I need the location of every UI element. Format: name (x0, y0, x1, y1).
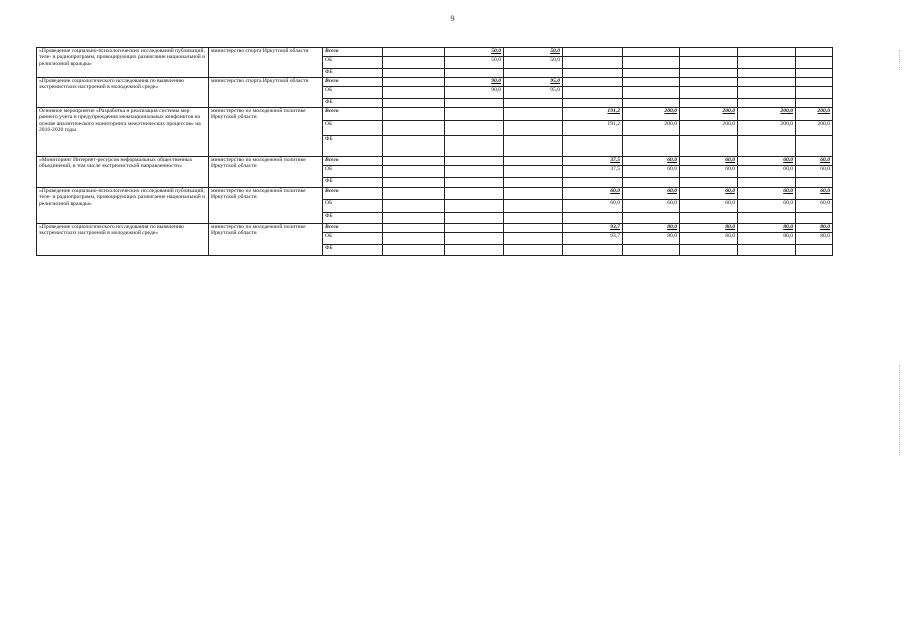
amount-cell (623, 178, 680, 188)
amount-cell: 200,0 (738, 108, 796, 121)
amount-cell (383, 99, 445, 108)
amount-cell: 200,0 (680, 108, 738, 121)
amount-cell (738, 245, 796, 256)
amount-cell (563, 57, 623, 69)
amount-cell (738, 87, 796, 99)
amount-cell (504, 69, 563, 78)
amount-cell (680, 136, 738, 157)
budget-table (36, 47, 833, 256)
amount-cell: 95,0 (504, 78, 563, 87)
amount-cell (623, 57, 680, 69)
table-row (37, 188, 833, 200)
amount-cell (796, 78, 833, 87)
funding-source-cell: ОБ (323, 200, 383, 213)
amount-cell (563, 87, 623, 99)
activity-name-cell: «Проведение социально-психологических исследований публикаций, теле- и радиопрограмм, провоцирующих разжигание национальной и религиозной вражды» (37, 48, 209, 78)
amount-cell (738, 136, 796, 157)
amount-cell: 60,0 (680, 200, 738, 213)
amount-cell (680, 48, 738, 57)
amount-cell (445, 136, 504, 157)
amount-cell (796, 213, 833, 224)
amount-cell (445, 69, 504, 78)
amount-cell (738, 57, 796, 69)
amount-cell (504, 121, 563, 136)
amount-cell: 93,7 (563, 233, 623, 245)
table-row (37, 157, 833, 166)
amount-cell: 60,0 (738, 200, 796, 213)
amount-cell (796, 245, 833, 256)
amount-cell: 50,0 (445, 48, 504, 57)
amount-cell (738, 178, 796, 188)
amount-cell (563, 48, 623, 57)
executor-cell: министерство по молодежной политике Иркутской области (209, 157, 323, 188)
amount-cell (623, 78, 680, 87)
amount-cell: 80,0 (680, 233, 738, 245)
amount-cell (383, 233, 445, 245)
amount-cell (445, 188, 504, 200)
amount-cell: 60,0 (680, 166, 738, 178)
amount-cell (796, 136, 833, 157)
page-edge-mark (899, 365, 901, 455)
amount-cell: 50,0 (504, 48, 563, 57)
page-edge-mark (899, 50, 901, 70)
amount-cell: 60,0 (796, 157, 833, 166)
activity-name-cell: «Проведение социологического исследования по выявлению экстремистских настроений в молодежной среде» (37, 78, 209, 108)
amount-cell: 50,0 (445, 57, 504, 69)
page-number: 9 (450, 14, 455, 23)
amount-cell (383, 245, 445, 256)
amount-cell: 37,5 (563, 157, 623, 166)
funding-source-cell: ФБ (323, 136, 383, 157)
activity-name-cell: «Проведение социально-психологических исследований публикаций, теле- и радиопрограмм, провоцирующих разжигание национальной и религиозной вражды» (37, 188, 209, 224)
amount-cell (504, 245, 563, 256)
amount-cell (623, 69, 680, 78)
amount-cell (796, 99, 833, 108)
funding-source-cell: Всего (323, 188, 383, 200)
amount-cell (445, 121, 504, 136)
amount-cell (383, 69, 445, 78)
table-row (37, 78, 833, 87)
amount-cell: 80,0 (738, 224, 796, 233)
amount-cell: 200,0 (738, 121, 796, 136)
funding-source-cell: ОБ (323, 121, 383, 136)
amount-cell (504, 99, 563, 108)
amount-cell (504, 224, 563, 233)
amount-cell (796, 69, 833, 78)
amount-cell: 80,0 (796, 233, 833, 245)
amount-cell (563, 78, 623, 87)
amount-cell (680, 57, 738, 69)
amount-cell (383, 188, 445, 200)
amount-cell: 80,0 (738, 233, 796, 245)
amount-cell: 80,0 (623, 233, 680, 245)
amount-cell (383, 108, 445, 121)
funding-source-cell: Всего (323, 224, 383, 233)
amount-cell (383, 166, 445, 178)
activity-name-cell: «Мониторинг Интернет-ресурсов неформальных общественных объединений, в том числе экстремистской направленности» (37, 157, 209, 188)
amount-cell (445, 99, 504, 108)
amount-cell: 60,0 (623, 166, 680, 178)
funding-source-cell: ОБ (323, 233, 383, 245)
executor-cell: министерство по молодежной политике Иркутской области (209, 188, 323, 224)
amount-cell: 93,7 (563, 224, 623, 233)
amount-cell (383, 78, 445, 87)
executor-cell: министерство по молодежной политике Иркутской области (209, 224, 323, 256)
amount-cell: 60,0 (623, 200, 680, 213)
funding-source-cell: ФБ (323, 99, 383, 108)
executor-cell: министерство по молодежной политике Иркутской области (209, 108, 323, 157)
amount-cell (504, 178, 563, 188)
activity-name-cell: «Проведение социологического исследования по выявлению экстремистских настроений в молодежной среде» (37, 224, 209, 256)
amount-cell (445, 233, 504, 245)
amount-cell (504, 157, 563, 166)
amount-cell: 60,0 (796, 166, 833, 178)
table-row (37, 48, 833, 57)
amount-cell (680, 213, 738, 224)
amount-cell (383, 224, 445, 233)
amount-cell (796, 57, 833, 69)
amount-cell: 60,0 (738, 166, 796, 178)
amount-cell (623, 245, 680, 256)
executor-cell: министерство спорта Иркутской области (209, 48, 323, 78)
amount-cell: 95,0 (504, 87, 563, 99)
amount-cell (445, 245, 504, 256)
amount-cell (796, 87, 833, 99)
amount-cell (680, 87, 738, 99)
funding-source-cell: ФБ (323, 178, 383, 188)
amount-cell: 200,0 (623, 121, 680, 136)
amount-cell (563, 69, 623, 78)
amount-cell: 200,0 (796, 108, 833, 121)
amount-cell: 50,0 (504, 57, 563, 69)
amount-cell: 191,2 (563, 121, 623, 136)
amount-cell: 90,0 (445, 78, 504, 87)
amount-cell (563, 99, 623, 108)
table-body (37, 48, 833, 256)
amount-cell (680, 245, 738, 256)
amount-cell (680, 78, 738, 87)
amount-cell (623, 87, 680, 99)
amount-cell: 200,0 (680, 121, 738, 136)
amount-cell (383, 57, 445, 69)
amount-cell (796, 48, 833, 57)
executor-cell: министерство спорта Иркутской области (209, 78, 323, 108)
amount-cell (738, 78, 796, 87)
amount-cell (738, 69, 796, 78)
amount-cell (504, 108, 563, 121)
funding-source-cell: ФБ (323, 213, 383, 224)
amount-cell (383, 213, 445, 224)
table-row (37, 224, 833, 233)
amount-cell (680, 99, 738, 108)
amount-cell: 60,0 (680, 188, 738, 200)
amount-cell (504, 200, 563, 213)
funding-source-cell: ОБ (323, 166, 383, 178)
amount-cell: 90,0 (445, 87, 504, 99)
amount-cell (680, 178, 738, 188)
amount-cell (623, 213, 680, 224)
amount-cell (504, 136, 563, 157)
amount-cell (738, 99, 796, 108)
amount-cell (504, 213, 563, 224)
amount-cell: 80,0 (796, 224, 833, 233)
amount-cell (563, 136, 623, 157)
amount-cell (504, 188, 563, 200)
amount-cell (796, 178, 833, 188)
funding-source-cell: Всего (323, 108, 383, 121)
amount-cell (563, 245, 623, 256)
amount-cell (383, 48, 445, 57)
amount-cell (383, 87, 445, 99)
amount-cell (445, 200, 504, 213)
funding-source-cell: Всего (323, 78, 383, 87)
amount-cell: 80,0 (623, 224, 680, 233)
amount-cell: 60,0 (563, 188, 623, 200)
amount-cell (623, 99, 680, 108)
amount-cell (623, 136, 680, 157)
amount-cell (504, 233, 563, 245)
amount-cell (383, 121, 445, 136)
funding-source-cell: ОБ (323, 87, 383, 99)
amount-cell (445, 224, 504, 233)
amount-cell: 60,0 (680, 157, 738, 166)
amount-cell: 60,0 (738, 188, 796, 200)
amount-cell (738, 48, 796, 57)
amount-cell (445, 157, 504, 166)
amount-cell: 60,0 (563, 200, 623, 213)
amount-cell: 200,0 (796, 121, 833, 136)
table-row (37, 108, 833, 121)
amount-cell (563, 213, 623, 224)
amount-cell: 80,0 (680, 224, 738, 233)
funding-source-cell: Всего (323, 157, 383, 166)
amount-cell (738, 213, 796, 224)
amount-cell: 60,0 (623, 188, 680, 200)
amount-cell: 60,0 (796, 188, 833, 200)
amount-cell (383, 178, 445, 188)
amount-cell (623, 48, 680, 57)
amount-cell (445, 166, 504, 178)
amount-cell: 191,2 (563, 108, 623, 121)
amount-cell (445, 213, 504, 224)
amount-cell (383, 157, 445, 166)
amount-cell: 60,0 (623, 157, 680, 166)
funding-source-cell: ОБ (323, 57, 383, 69)
amount-cell (504, 166, 563, 178)
amount-cell (680, 69, 738, 78)
activity-name-cell: Основное мероприятие «Разработка и реализация системы мер раннего учета и предупреждения межнациональных конфликтов на основе аналитического мониторинга межэтнических процессов» на 2016-2020 годы (37, 108, 209, 157)
funding-source-cell: ФБ (323, 69, 383, 78)
amount-cell: 37,5 (563, 166, 623, 178)
funding-source-cell: ФБ (323, 245, 383, 256)
amount-cell (383, 136, 445, 157)
amount-cell (445, 108, 504, 121)
funding-source-cell: Всего (323, 48, 383, 57)
amount-cell (445, 178, 504, 188)
amount-cell (383, 200, 445, 213)
amount-cell: 200,0 (623, 108, 680, 121)
amount-cell: 60,0 (796, 200, 833, 213)
amount-cell (563, 178, 623, 188)
amount-cell: 60,0 (738, 157, 796, 166)
